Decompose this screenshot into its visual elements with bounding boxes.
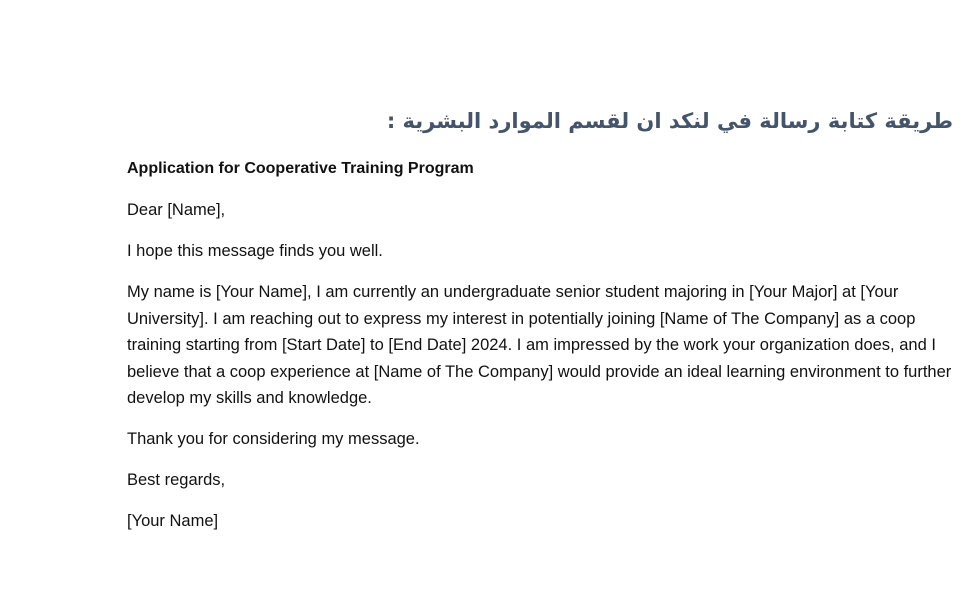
letter-signature: [Your Name] (127, 512, 219, 530)
arabic-title: طريقة كتابة رسالة في لنكد ان لقسم الموارد البشرية : (386, 109, 953, 133)
letter-opening: I hope this message finds you well. (127, 242, 383, 260)
letter-main-paragraph: My name is [Your Name], I am currently an undergraduate senior student majoring in [Your Major] at [Your University]. I am reaching out to express my interest in potentially joining [Name of The Company] as a coop training starting from [Start Date] to [End Date] 2024. I am impressed by the work your organization does, and I believe that a coop experience at [Name of The Company] would provide an ideal learning environment to further develop my skills and knowledge. (127, 283, 952, 407)
letter-body (127, 156, 957, 549)
letter-greeting: Dear [Name], (127, 201, 226, 219)
letter-subject: Application for Cooperative Training Program (127, 160, 474, 177)
letter-thanks: Thank you for considering my message. (127, 430, 420, 448)
letter-closing: Best regards, (127, 471, 226, 489)
